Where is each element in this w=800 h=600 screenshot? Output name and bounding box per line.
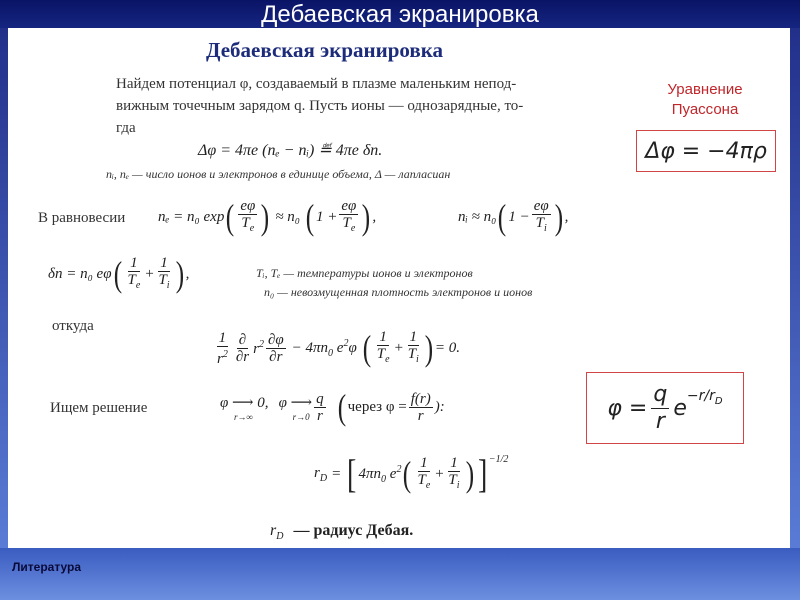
fraction-one-te-4: $\frac{1}{T_e}$ <box>417 454 431 491</box>
intro-line-1: Найдем потенциал φ, создаваемый в плазме маленьким непод- <box>116 76 517 92</box>
window-title: Дебаевская экранировка <box>261 1 539 28</box>
poisson-equation: Δφ = 4πe (nₑ − nᵢ) ≝ 4πe δn. <box>198 142 383 159</box>
whence-label: откуда <box>52 318 94 334</box>
debye-exponent: −1/2 <box>488 454 509 465</box>
fraction-q-r: $\frac{q}{r}$ <box>316 390 324 424</box>
fraction-one-ti-4: $\frac{1}{T_i}$ <box>448 454 460 491</box>
intro-line-3: гда <box>116 120 136 136</box>
condition-zero: φ ⟶ r→0 <box>278 394 313 422</box>
fraction-ephi-te: $\frac{e\varphi}{T_e}$ <box>240 197 256 234</box>
fraction-one-te-3: $\frac{1}{T_e}$ <box>376 328 390 365</box>
paren-close: ) <box>261 197 270 237</box>
radial-eq-tail: = 0. <box>434 339 460 356</box>
side-poisson: Δφ = −4πρ <box>645 138 767 164</box>
poisson-side-label: Уравнение Пуассона <box>667 81 743 118</box>
equilibrium-ni-equation: nᵢ ≈ n₀ ( 1 − $\frac{e\varphi}{T_i}$ ) , <box>458 197 569 237</box>
paren-open: ( <box>403 454 412 494</box>
fraction-ephi-ti: $\frac{e\varphi}{T_i}$ <box>533 197 549 234</box>
bracket-close: ] <box>477 451 487 496</box>
temperature-note: Tᵢ, Tₑ — температуры ионов и электронов <box>256 266 473 280</box>
slide-panel <box>8 28 790 548</box>
condition-infinity: φ ⟶ 0, r→∞ <box>220 394 269 422</box>
debye-caption: $r_D$ — радиус Дебая. <box>270 522 414 543</box>
ne-lhs: nₑ = n₀ exp <box>158 208 225 225</box>
paren-close: ) <box>465 454 474 494</box>
fraction-one-te: $\frac{1}{T_e}$ <box>127 254 141 291</box>
paren-open: ( <box>337 387 346 427</box>
fraction-d-dr: $\frac{\partial}{\partial r}$ <box>235 331 250 365</box>
left-frame <box>0 28 8 550</box>
fraction-one-ti: $\frac{1}{T_i}$ <box>158 254 170 291</box>
literature-link[interactable]: Литература <box>12 560 82 574</box>
debye-radius-equation: $r_D$ = [ $4\pi n_0$ $e^2$ ( $\frac{1}{T_e}$ + $\frac{1}{T_i}$ ) ] $^{-1/2}$ <box>314 451 509 496</box>
solution-conditions: φ ⟶ 0, r→∞ φ ⟶ r→0 $\frac{q}{r}$ ( через φ = $\frac{f(r)}{r}$ ): <box>220 387 445 427</box>
paren-open: ( <box>362 328 371 368</box>
fraction-one-ti-3: $\frac{1}{T_i}$ <box>407 328 419 365</box>
solution-box <box>586 372 744 444</box>
right-frame <box>790 28 800 550</box>
paren-close: ) <box>175 254 184 294</box>
radial-equation: $\frac{1}{r^2}$ $\frac{\partial}{\partial r}$ $r^2$ $\frac{\partial\varphi}{\partial r}$ − $4\pi n_0$ $e^2\varphi$ ( $\frac{1}{T_e}$ + $\frac{1}{T_i}$ ) = 0. <box>217 328 460 368</box>
paren-open: ( <box>498 197 507 237</box>
paren-open: ( <box>305 197 315 237</box>
delta-n-lhs: δn = n₀ eφ <box>48 265 112 282</box>
footer-bar <box>0 548 800 600</box>
solution-via: через φ = <box>347 398 407 415</box>
equilibrium-label: В равновесии <box>38 210 126 226</box>
poisson-equation-box <box>636 130 776 172</box>
slide-heading: Дебаевская экранировка <box>206 38 443 62</box>
ni-lhs: nᵢ ≈ n₀ <box>458 208 497 225</box>
bracket-open: [ <box>347 451 357 496</box>
fraction-fr-r: $\frac{f(r)}{r}$ <box>410 390 431 424</box>
intro-line-2: вижным точечным зарядом q. Пусть ионы — однозарядные, то- <box>116 98 524 114</box>
side-solution: φ = $\frac{q}{r}$ e $^{-r/r_D}$ <box>607 381 723 434</box>
fraction-ephi-te-2: $\frac{e\varphi}{T_e}$ <box>341 197 357 234</box>
paren-open: ( <box>226 197 235 237</box>
equilibrium-ne-equation: nₑ = n₀ exp ( $\frac{e\varphi}{T_e}$ ) ≈ n₀ ( 1 + $\frac{e\varphi}{T_e}$ ) , <box>158 197 377 237</box>
paren-open: ( <box>113 254 122 294</box>
delta-n-equation: δn = n₀ eφ ( $\frac{1}{T_e}$ + $\frac{1}{T_i}$ ) , <box>48 254 190 294</box>
paren-close: ) <box>362 197 371 237</box>
debye-lhs: $r_D$ <box>314 464 328 484</box>
density-note: nᵢ, nₑ — число ионов и электронов в единице объема, Δ — лапласиан <box>106 167 451 181</box>
ne-mid: ≈ n₀ <box>275 208 301 225</box>
paren-close: ) <box>554 197 563 237</box>
unperturbed-density-note: n₀ — невозмущенная плотность электронов и ионов <box>264 285 533 299</box>
side-exponent: −r/rD <box>686 387 723 407</box>
fraction-dphi-dr: $\frac{\partial\varphi}{\partial r}$ <box>267 331 284 365</box>
paren-close: ) <box>424 328 434 368</box>
fraction-one-r2: $\frac{1}{r^2}$ <box>217 329 228 367</box>
solution-label: Ищем решение <box>50 400 148 416</box>
fraction-q-r-side: $\frac{q}{r}$ <box>653 381 668 434</box>
